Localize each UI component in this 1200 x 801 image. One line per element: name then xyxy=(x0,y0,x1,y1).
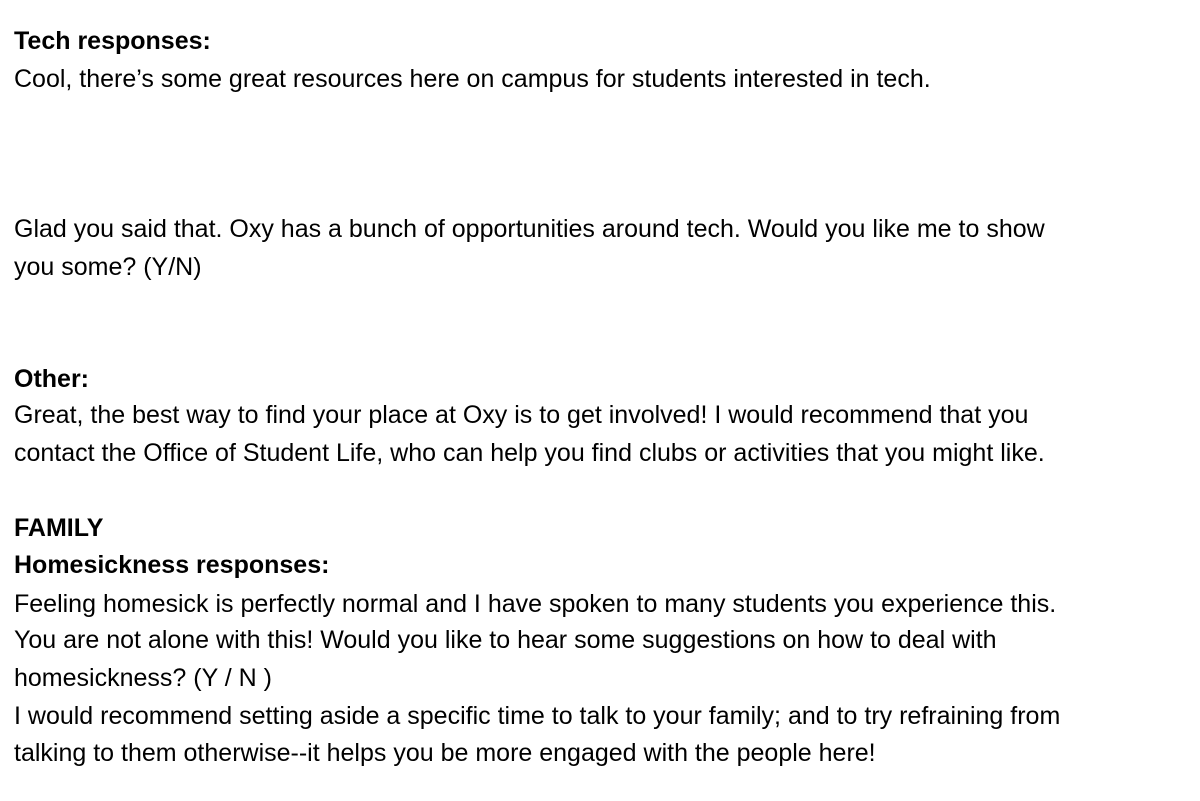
other-heading: Other: xyxy=(14,365,89,393)
homesickness-response-1-line-3: homesickness? (Y / N ) xyxy=(14,664,272,692)
other-response-line-1: Great, the best way to find your place at Oxy is to get involved! I would recommend that you xyxy=(14,401,1029,429)
homesickness-response-1-line-2: You are not alone with this! Would you like to hear some suggestions on how to deal with xyxy=(14,626,997,654)
tech-response-1: Cool, there’s some great resources here on campus for students interested in tech. xyxy=(14,65,931,93)
other-response-line-2: contact the Office of Student Life, who can help you find clubs or activities that you might like. xyxy=(14,439,1045,467)
homesickness-responses-heading: Homesickness responses: xyxy=(14,551,330,579)
tech-response-2-line-2: you some? (Y/N) xyxy=(14,253,202,281)
tech-responses-heading: Tech responses: xyxy=(14,27,211,55)
homesickness-response-2-line-2: talking to them otherwise--it helps you be more engaged with the people here! xyxy=(14,739,876,767)
tech-response-2-line-1: Glad you said that. Oxy has a bunch of opportunities around tech. Would you like me to show xyxy=(14,215,1045,243)
family-section-title: FAMILY xyxy=(14,514,104,542)
homesickness-response-1-line-1: Feeling homesick is perfectly normal and I have spoken to many students you experience this. xyxy=(14,590,1057,618)
homesickness-response-2-line-1: I would recommend setting aside a specific time to talk to your family; and to try refraining from xyxy=(14,702,1061,730)
